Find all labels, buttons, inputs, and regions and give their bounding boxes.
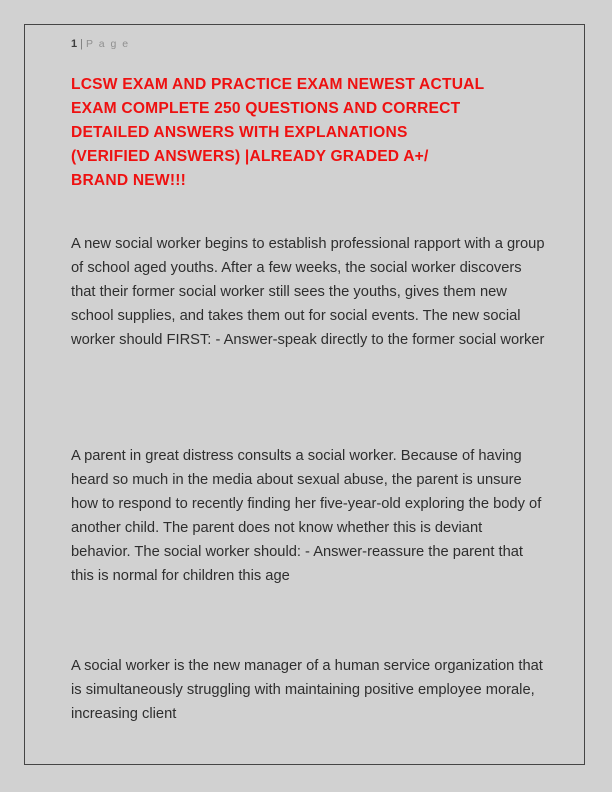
question-paragraph-3: A social worker is the new manager of a human service organization that is simultaneously struggling with maintaining positive employee morale, increasing client bbox=[71, 658, 543, 722]
page-number: 1 bbox=[71, 38, 79, 50]
document-title bbox=[71, 73, 484, 193]
page-content bbox=[71, 25, 547, 764]
question-paragraph-2: A parent in great distress consults a social worker. Because of having heard so much in the media about sexual abuse, the parent is unsure how to respond to recently finding her five-year-old exploring the body of another child. The parent does not know whether this is deviant behavior. The social worker should: - Answer-reassure the parent that this is normal for children this age bbox=[71, 448, 542, 584]
title-line: BRAND NEW!!! bbox=[71, 172, 186, 189]
title-line: LCSW EXAM AND PRACTICE EXAM NEWEST ACTUAL bbox=[71, 76, 485, 93]
title-line: DETAILED ANSWERS WITH EXPLANATIONS bbox=[71, 124, 408, 141]
page-header-separator: | bbox=[80, 38, 83, 50]
page-header-label: P a g e bbox=[85, 38, 130, 50]
page-header bbox=[71, 37, 130, 51]
document-page bbox=[24, 24, 585, 765]
question-paragraph-1: A new social worker begins to establish professional rapport with a group of school aged youths. After a few weeks, the social worker discovers that their former social worker still sees the youths, gives them new school supplies, and takes them out for social events. The new social worker should FIRST: - Answer-speak directly to the former social worker bbox=[71, 236, 545, 348]
title-line: (VERIFIED ANSWERS) |ALREADY GRADED A+/ bbox=[71, 148, 429, 165]
title-line: EXAM COMPLETE 250 QUESTIONS AND CORRECT bbox=[71, 100, 461, 117]
